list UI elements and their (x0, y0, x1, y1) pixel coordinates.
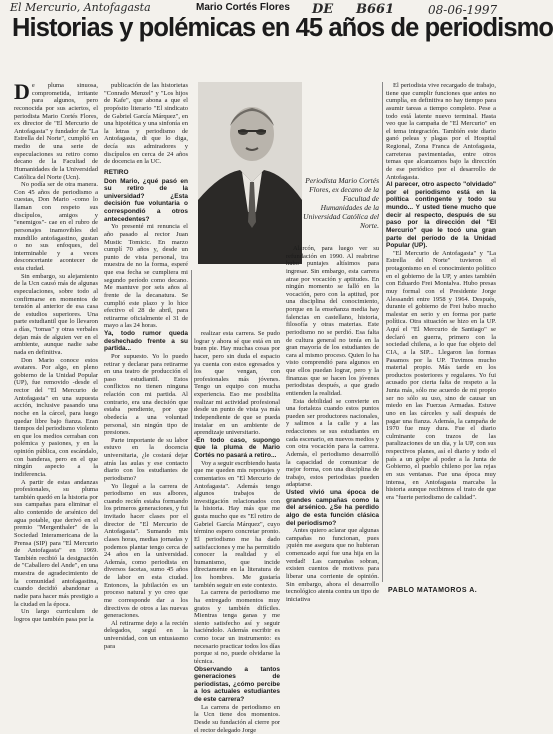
top-byline: Mario Cortés Flores (196, 2, 290, 13)
interview-question: -En todo caso, supongo que la pluma de Mario Cortés no pasará a retiro... (194, 436, 280, 459)
article-column-2 (104, 82, 188, 650)
drop-cap: D (14, 79, 30, 104)
paragraph: Antes quiero aclarar que algunas campañas no funcionan, pues ¡quién me asegura que no hubieran comenzado aquí fue una hija en la verdad! Las campañas sobran, existen cuentos de motivos para liberar una corriente de opinión. Sin embargo, ahora el desarrollo tecnológico atenta contra un tipo de iniciativa (286, 527, 379, 603)
paragraph: Don Mario conoce estos avatares. Por algo, en pleno gobierno de la Unidad Popular (UP), fue removido -desde el rector del "El Mercurio de Antofagasta" en una supuesta acción, inclusive pasando una noche en la cárcel, para luego quedar libre bajo fianza. Eran tiempos del periodismo violento en que los medios cerraban con polémica y pasiones, y en la opinión pública, con escándalo, con banderas, pero en el que ningún aspecto a la indiferencia. (14, 356, 98, 478)
paragraph: Yo presenté mi renuncia el año pasado al rector Juan Mustic Tomicic. En marzo cumplí 70 años y, desde un punto de vista personal, tra muestra de no la forma, esperé que esa fecha se cumpliera mi segundo período como decano. Me mantuve por seis años al frente de la decanatura. Se cumplió este plazo y lo hice efectivo el 28 de abril, para retirarme oficialmente el 31 de mayo a las 24 horas. (104, 223, 188, 330)
paragraph: Alarcón, para luego ver su refundación en 1990. Al reabrirse hubo puntajes altísimos para ingresar. Sin embargo, esta carrera atrae por vocación y aptitudes. En ningún momento se falló en la vocación, pero con la aptitud, por una disciplina del conocimiento, porque en la enseñanza media hay falencias en castellano, historia, filosofía y otras materias. Este periodismo no se perdió. Esa falta de cultura general no tenía en la gran mayoría de los estudiantes de cara al mismo proceso. Quien lo ha visto comprendió para algunos en que ellos puedan lograr, pero y la finanzas que se hacen los jóvenes periodistas después, a que grado entienden la realidad. (286, 245, 379, 397)
paragraph: Voy a seguir escribiendo hasta que me queden mis reportajes y comentarios en "El Mercurio de Antofagasta". Además tengo algunos trabajos de investigación relacionados con la historia. Hay más que me gusta mucho que es "El retiro de Gabriel García Márquez", cuyo término espero concretar pronto. El periodismo me ha dado satisfacciones y me ha permitido conocer la realidad y el humanismo, que incide directamente en la literatura de los hombres. Me gustaría también seguir en este contexto. (194, 459, 280, 589)
archive-stamp: DE (312, 2, 334, 17)
article-column-4 (286, 245, 379, 603)
interview-question: Al parecer, otro aspecto "olvidado" por el periodismo está en la política contingente y todo su mundo... Y usted tiene mucho que decir al respecto, después de su paso por la dirección del "El Mercurio" que le tocó una gran parte del período de la Unidad Popular (UP). (386, 181, 496, 250)
article-column-3 (194, 330, 280, 734)
paragraph: Esta debilidad se convierte en una fortaleza cuando estos puntos pueden ser productores nacionales, y salimos a la calle y a las redacciones se sus estudiantes en cada escenario, en nuevos medios y con otra vocación para la carrera. Además, el periodismo desarrolló la capacidad de comunicar de mejor forma, con una disciplina de trabajo, estos periodistas pueden adaptarse. (286, 397, 379, 489)
handwritten-date: 08-06-1997 (428, 3, 498, 17)
section-heading-retiro: RETIRO (104, 168, 129, 176)
portrait-photo (198, 82, 302, 264)
paragraph: Parte importante de su labor estuvo en la docencia universitaria, ¿le costará dejar atrás las aulas y ese contacto diario con los estudiantes de periodismo? (104, 436, 188, 482)
filing-number: B661 (356, 2, 395, 17)
paragraph: No podía ser de otra manera. Con 45 años de periodismo a cuestas, Don Mario -como lo llaman con respeto sus discípulos, amigos y "enemigos"- cae en el rubro de personajes inamovibles del mundillo antofagastino, gustan o no sus enfoques, del interminable y a veces desconcertante acontecer de esta ciudad. (14, 181, 98, 272)
interview-question: Ya, todo rumor queda deshechado frente a su partida... (104, 330, 188, 353)
interview-question: Don Mario, ¿qué pasó en su retiro de la universidad? ¿Esta decisión fue voluntaria o correspondió a otros antecedentes? (104, 177, 188, 223)
article-column-5 (386, 82, 496, 587)
paragraph: Por supuesto. Yo lo puedo retirar y declarar para retirarme en una teatro de producción el paso estudiantil. Estos conflictos no tienen ninguna relación con mi partida. Al contrario, era una decisión que estaba pendiente, por que obedecía a una voluntad personal, sin ningún tipo de presiones. (104, 352, 188, 437)
headline: Historias y polémicas en 45 años de periodismo (12, 14, 553, 42)
article-column-1 (14, 79, 98, 623)
paragraph: publicación de las historietas "Conrado Menzel" y "Los hijos de Kafe", que abona a que el propósito literario "El sindicato de Gabriel García Márquez", en una hipotética y una sinfonía en la letras y periodismo de Antofagasta, di que lo diga, decía sus admiradores y discípulos en cerca de 24 años de docencia en la UC. (104, 82, 188, 166)
paragraph: realizar esta carrera. Se pudo lograr y ahora sé que está en un buen pie. Hay muchas cosas por hacer, pero sin duda el espacio ya cuenta con estos egresados y los que vengan, con profesionales más jóvenes. Tengo un equipo con mucha experiencia. Eso me posibilita realizar mi actividad profesional desde un punto de vista ya más independiente de que se pueda instalar en un ambiente de aprendizaje universitario. (194, 330, 280, 437)
handwritten-source-note: El Mercurio, Antofagasta (10, 1, 151, 14)
portrait-illustration (198, 82, 302, 264)
column-rule (191, 270, 192, 582)
author-signature: PABLO MATAMOROS A. (388, 587, 478, 594)
paragraph: "El Mercurio de Antofagasta" y "La Estrella del Norte" tuvieron el protagonismo en el conocimiento político en el gobierno de la UP, y antes también con Eduardo Frei Montalva. Hubo presas muy formal con el Presidente Jorge Alessandri entre 1958 y 1964. Después, durante el gobierno de Frei hubo mucho malestar en serio y en forma por parte política. Otra situación se hizo en la UP. Aquí el "El Mercurio de Santiago" se declaró en guerra, primero con la sociedad chilena, a lo que fue objeto del CIA, a la SIP... Llegaron las formas Pasamos por la UP. Tuvimos mucho material propio. Más tarde en los productos posteriores y regulares. Yo fui acusado por cierta falta de respeto a la Junta más, sólo me acuerdo de mi propio ser no sólo su uso, sino de causar un miedo en las Fuerzas Armadas. Estuve uno en las cárceles y salí después de pagar una fianza. Además, la campaña de 1970 fue muy dura. Fue el diario culminante con trazos de las paralizaciones de un día, y la UP, con sus respectivos planes, así el diario y todo el país a un golpe al poder a la Junta de Gobierno, el pueblo chileno por las rejas en sus ventanas. Fue una época muy intensa, en Antofagasta marcaba la historia aunque recibimos el trato de que era "fuerte periodismo de calidad". (386, 249, 496, 501)
interview-question: Usted vivió una época de grandes campañas como la del arsénico. ¿Se ha perdido algo de esta función clásica del periodismo? (286, 489, 379, 527)
paragraph: El periodista vive recargado de trabajo, tiene que cumplir funciones que antes no cumplía, en definitiva no hay tiempo para asumir tareas a tiempo completo. Pese a todo está latente nuevo terminal. Hasta veo que la campaña de "El Mercurio" en el tema integración. También este diario ganó peleas y plagas por el Hospital Regional, Zona Franca de Antofagasta, carreteras pavimentadas, entre otros temas que alcanzamos bajo la dirección de ese periódico por el desarrollo de Antofagasta. (386, 82, 496, 181)
paragraph: Yo llegué a la carrera de periodismo en sus albores, cuando recién estaba formando los primeros generaciones, y fui invitado hacer clases por el director de "El Mercurio de Antofagasta". Sumando mis clases horas, medias jornadas y podemos plantar tengo cerca de 24 años en la universidad. Además, como periodista en diversos facetas, sumo 45 años de labor en esta ciudad. Entonces, la jubilación es un proceso natural y yo creo que me corresponde dar a los directivos de otros a las nuevas generaciones. (104, 482, 188, 620)
paragraph: La carrera de periodismo me ha entregado momentos muy gratos y también difíciles. Mientras tenga ganas y me siento satisfecho así y seguir haciéndolo. Además escribir es como tocar un instrumento: es necesario practicar todos los días porque si no, puede olvidarse la técnica. (194, 589, 280, 665)
photo-caption: Periodista Mario Cortés Flores, ex decano de la Facultad de Humanidades de la Universidad Católica del Norte. (303, 176, 379, 230)
paragraph: Un largo curriculum de logros que también pasa por la (14, 608, 98, 623)
paragraph: A partir de estas andanzas profesionales, su pluma también quedó en la historia por sus campañas para eliminar el alto contenido de arsénico del agua potable, que derivó en el premio "Mergenthaler" de la Sociedad Interamericana de la Prensa (SIP) para "El Mercurio de Antofagasta" en 1969. También recibió la designación de "Caballero del Ande", en una muestra de agradecimiento de la comunidad antofagastina, cuando decidió abandonar a nadie para hacer más prestigio a la ciudad en la época. (14, 478, 98, 608)
paragraph: Al retirarme dejo a la recién delegados, seguí en la universidad, con un entusiasmo para (104, 619, 188, 650)
interview-question: Observando a tantos generaciones de periodistas, ¿cómo percibe a los actuales estudiantes de este carrera? (194, 665, 280, 703)
paragraph: Sin embargo, su alejamiento de la Ucn causó más de algunas especulaciones, sobre todo al confirmarse en momentos de tensión al anterior de esa casa de estudios superiores. Una parte estudiantil que lo llevaron a días, "tomas" y otras verbales dejan más de alguien ver en el ambiente, aunque nadie sabe nada en definitiva. (14, 272, 98, 356)
column-rule (382, 82, 383, 582)
paragraph: La carrera de periodismo en la Ucn tiene dos momentos. Desde su fundación al cierre por el rector delegado Jorge (194, 703, 280, 734)
paragraph: e pluma sinuosa, comprometida, irritante para algunos, pero reconocida por sus aciertos, el periodista Mario Cortés Flores, ex director de "El Mercurio de Antofagasta" y fundador de "La Estrella del Norte", cumplió en medio de una serie de especulaciones su retiro como decano de la Facultad de Humanidades de la Universidad Católica del Norte (Ucn). (14, 82, 98, 181)
